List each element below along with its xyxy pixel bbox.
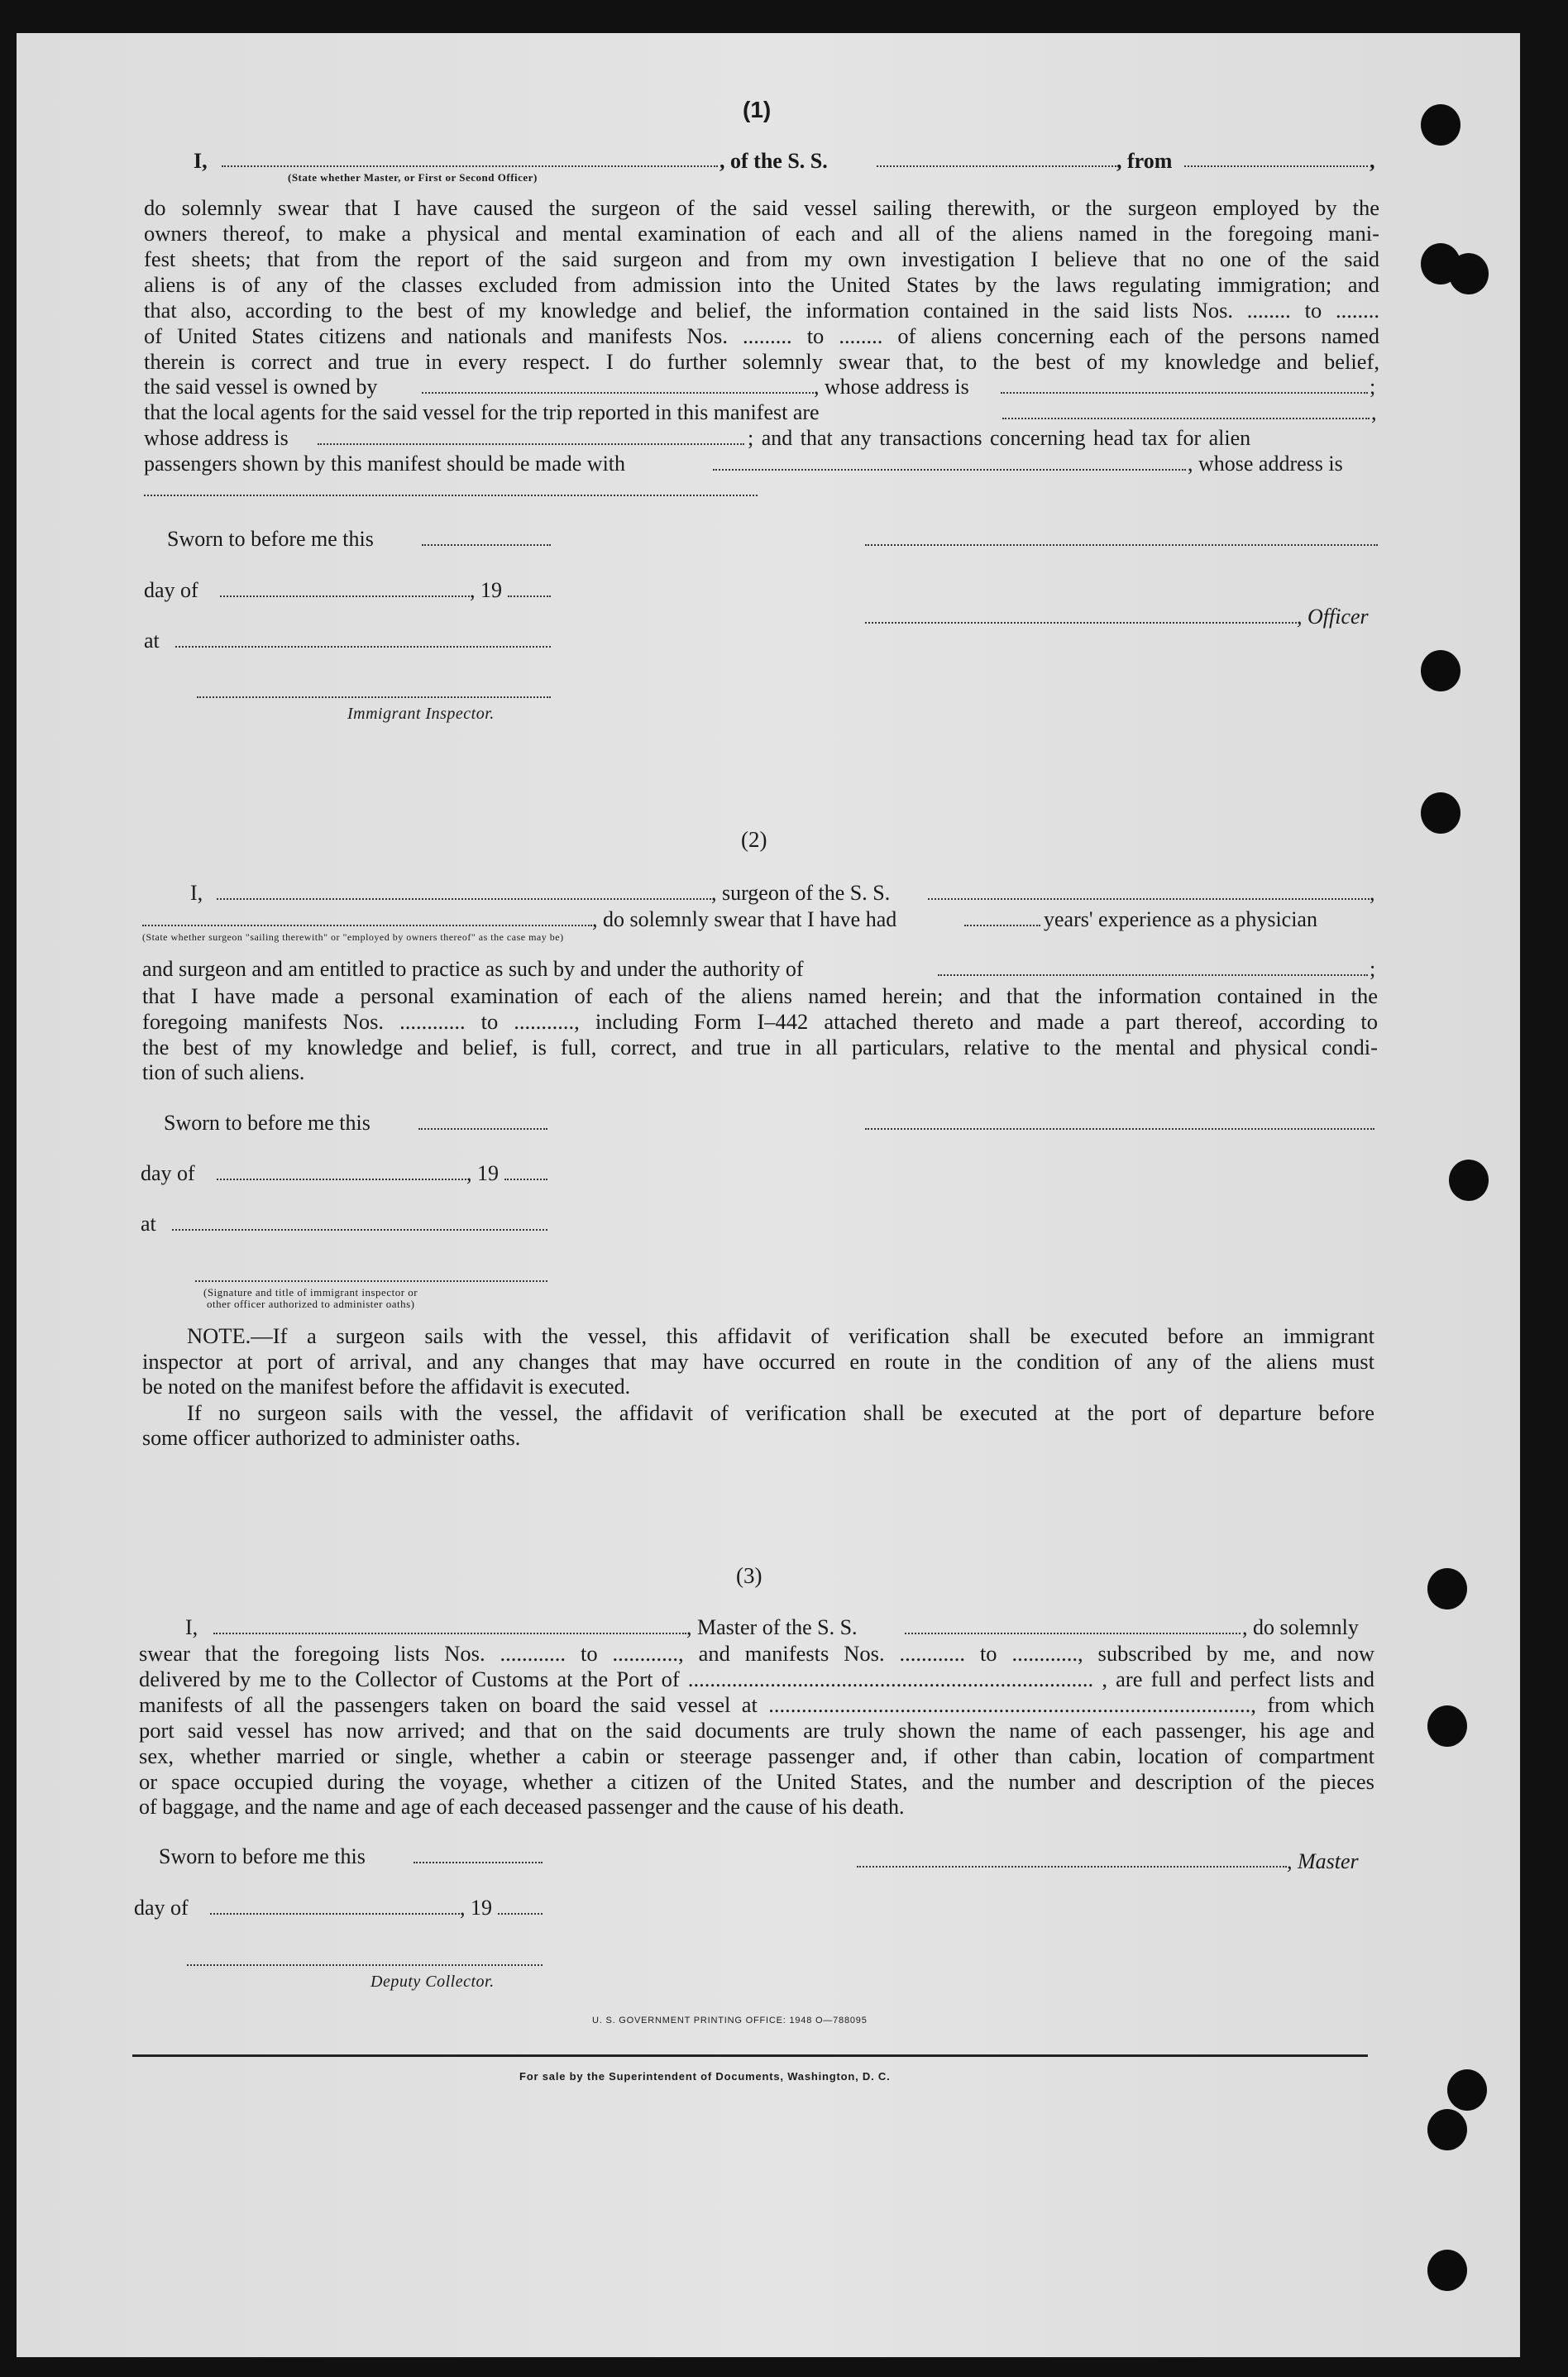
surgeon-signature-field[interactable] (865, 1128, 1374, 1130)
text-line: the best of my knowledge and belief, is full, correct, and true in all particulars, relative to the mental and physical condi- (142, 1035, 1378, 1059)
text-line: fest sheets; that from the report of the said surgeon and from my own investigation I believe that no one of the said (144, 246, 1379, 271)
label-years: years' experience as a physician (1044, 907, 1317, 931)
text-line: or space occupied during the voyage, whether a citizen of the United States, and the number and description of the pieces (139, 1769, 1374, 1794)
punch-hole (1449, 253, 1489, 294)
at-field[interactable] (175, 646, 551, 648)
section-number: (2) (741, 827, 767, 852)
collector-signature-field[interactable] (187, 1964, 543, 1966)
note-paragraph (142, 1323, 1374, 1375)
master-signature-field[interactable] (857, 1866, 1287, 1868)
label-of-ss: , of the S. S. (719, 149, 828, 173)
label-day-of: day of (144, 578, 198, 602)
day-of-field[interactable] (210, 1913, 460, 1915)
text-line: of baggage, and the name and age of each deceased passenger and the cause of his death. (139, 1795, 905, 1819)
punch-hole (1421, 650, 1460, 691)
surgeon-note: (State whether surgeon "sailing therewith" or "employed by owners thereof" as the case may be) (142, 931, 564, 943)
year-field[interactable] (504, 1179, 547, 1180)
oath-paragraph-3 (139, 1641, 1374, 1795)
day-of-field[interactable] (220, 595, 470, 597)
signature-field[interactable] (865, 544, 1378, 546)
semicolon: ; (1370, 375, 1376, 399)
semicolon: ; (1370, 957, 1376, 981)
official-signature-field[interactable] (195, 1280, 547, 1282)
text-line: that also, according to the best of my knowledge and belief, the information contained in the said lists Nos. ........ to ........ (144, 298, 1379, 323)
text-line: swear that the foregoing lists Nos. ............ to ............, and manifests Nos. ............ to ............, subscribed by me, and now (139, 1641, 1374, 1666)
day-of-field[interactable] (217, 1179, 466, 1180)
label-from: , from (1116, 149, 1173, 173)
master-name-field[interactable] (213, 1633, 686, 1634)
signature-note: other officer authorized to administer oaths) (207, 1298, 415, 1310)
agents-field[interactable] (1002, 418, 1370, 419)
sworn-date-field[interactable] (418, 1128, 547, 1130)
text-line: foregoing manifests Nos. ............ to ..........., including Form I–442 attached thereto and made a part thereof, according to (142, 1009, 1378, 1034)
scan-border-bottom (0, 2357, 1568, 2377)
label-owned-by: the said vessel is owned by (144, 375, 378, 399)
head-tax-party-field[interactable] (713, 469, 1186, 471)
label-day-of: day of (141, 1161, 195, 1185)
signature-note: (Signature and title of immigrant inspector or (203, 1286, 418, 1299)
punch-hole (1449, 1160, 1489, 1201)
label-year: , 19 (470, 578, 502, 602)
surgeon-type-field[interactable] (142, 925, 592, 926)
label-i: I, (190, 881, 203, 905)
scan-border-top (0, 0, 1568, 33)
label-whose-address-end: , whose address is (1188, 452, 1343, 476)
from-field[interactable] (1184, 165, 1368, 167)
text-line: do solemnly swear that I have caused the surgeon of the said vessel sailing therewith, or the surgeon employed by the (144, 195, 1379, 220)
label-master: , Master (1287, 1849, 1359, 1873)
scan-border-right (1520, 0, 1568, 2377)
scan-border-left (0, 0, 17, 2377)
text-line: inspector at port of arrival, and any changes that may have occurred en route in the condition of any of the aliens must (142, 1349, 1374, 1374)
label-master-of: , Master of the S. S. (686, 1615, 858, 1639)
comma: , (1370, 881, 1375, 905)
head-tax-address-field[interactable] (144, 495, 758, 496)
label-whose-address: , whose address is (814, 375, 969, 399)
punch-hole (1427, 2250, 1467, 2291)
text-line: therein is correct and true in every respect. I do further solemnly swear that, to the best of my knowledge and belief, (144, 349, 1379, 374)
oath-paragraph-1 (144, 195, 1379, 375)
sworn-date-field[interactable] (414, 1862, 543, 1863)
label-surgeon-of: , surgeon of the S. S. (711, 881, 891, 905)
vessel-field[interactable] (877, 165, 1116, 167)
label-i: I, (194, 149, 208, 173)
inspector-signature-field[interactable] (197, 696, 551, 698)
label-whose-address-is: whose address is (144, 426, 289, 450)
master-vessel-field[interactable] (905, 1633, 1241, 1634)
label-do-solemnly: , do solemnly (1242, 1615, 1359, 1639)
punch-hole (1427, 1705, 1467, 1747)
agents-address-field[interactable] (318, 443, 744, 445)
punch-hole (1427, 2109, 1467, 2150)
for-sale-notice: For sale by the Superintendent of Documents, Washington, D. C. (519, 2070, 891, 2083)
punch-hole (1421, 792, 1460, 834)
officer-note: (State whether Master, or First or Second Officer) (288, 171, 538, 184)
label-authority: and surgeon and am entitled to practice as such by and under the authority of (142, 957, 804, 981)
surgeon-vessel-field[interactable] (928, 898, 1370, 900)
label-head-tax: ; and that any transactions concerning head tax for alien (748, 426, 1251, 450)
text-line: owners thereof, to make a physical and mental examination of each and all of the aliens named in the foregoing mani- (144, 221, 1379, 246)
owner-address-field[interactable] (1001, 392, 1368, 394)
surgeon-name-field[interactable] (217, 898, 711, 900)
year-field[interactable] (498, 1913, 543, 1915)
text-line: be noted on the manifest before the affidavit is executed. (142, 1375, 631, 1399)
label-at: at (144, 629, 160, 653)
label-made-with: passengers shown by this manifest should be made with (144, 452, 626, 476)
label-i: I, (185, 1615, 198, 1639)
officer-field[interactable] (222, 165, 718, 167)
note-paragraph-2 (142, 1400, 1374, 1426)
text-line: port said vessel has now arrived; and that on the said documents are truly shown the name of each passenger, his age and (139, 1718, 1374, 1743)
printing-office-imprint: U. S. GOVERNMENT PRINTING OFFICE: 1948 O—788095 (592, 2016, 868, 2025)
punch-hole (1421, 104, 1460, 146)
text-line: manifests of all the passengers taken on board the said vessel at ........................................................................................, from which (139, 1692, 1374, 1717)
punch-hole (1427, 1568, 1467, 1609)
years-field[interactable] (964, 925, 1040, 926)
officer-signature-field[interactable] (865, 622, 1297, 624)
label-at: at (141, 1212, 156, 1236)
year-field[interactable] (508, 595, 551, 597)
authority-field[interactable] (938, 974, 1368, 976)
label-local-agents: that the local agents for the said vessel for the trip reported in this manifest are (144, 400, 820, 424)
text-line: If no surgeon sails with the vessel, the affidavit of verification shall be executed at the port of departure before (187, 1400, 1374, 1425)
text-line: that I have made a personal examination of each of the aliens named herein; and that the information contained in the (142, 983, 1378, 1008)
text-line: some officer authorized to administer oaths. (142, 1426, 521, 1450)
label-officer: , Officer (1297, 605, 1369, 629)
comma: , (1371, 400, 1377, 424)
punch-hole (1447, 2069, 1487, 2111)
text-line: delivered by me to the Collector of Customs at the Port of .......................................................................... , are full and perfect lists and (139, 1667, 1374, 1691)
label-inspector: Immigrant Inspector. (347, 705, 495, 723)
label-sworn: Sworn to before me this (159, 1844, 366, 1868)
sworn-date-field[interactable] (422, 544, 551, 546)
label-deputy: Deputy Collector. (370, 1973, 495, 1991)
oath-paragraph-2 (142, 983, 1378, 1060)
at-field[interactable] (172, 1229, 547, 1231)
footer-rule (132, 2054, 1368, 2057)
label-solemnly: , do solemnly swear that I have had (592, 907, 897, 931)
label-sworn: Sworn to before me this (167, 527, 374, 551)
comma: , (1370, 149, 1375, 173)
text-line: of United States citizens and nationals and manifests Nos. ......... to ........ of aliens concerning each of the persons named (144, 323, 1379, 348)
label-year: , 19 (460, 1896, 492, 1920)
text-line: aliens is of any of the classes excluded from admission into the United States by the laws regulating immigration; and (144, 272, 1379, 297)
label-sworn: Sworn to before me this (164, 1111, 370, 1135)
text-line: NOTE.—If a surgeon sails with the vessel, this affidavit of verification shall be executed before an immigrant (187, 1323, 1374, 1348)
text-line: sex, whether married or single, whether a cabin or steerage passenger and, if other than cabin, location of compartment (139, 1743, 1374, 1768)
owner-field[interactable] (422, 392, 814, 394)
section-number: (3) (736, 1563, 762, 1588)
text-line: tion of such aliens. (142, 1060, 305, 1084)
section-number: (1) (743, 97, 772, 122)
label-day-of: day of (134, 1896, 189, 1920)
label-year: , 19 (466, 1161, 499, 1185)
